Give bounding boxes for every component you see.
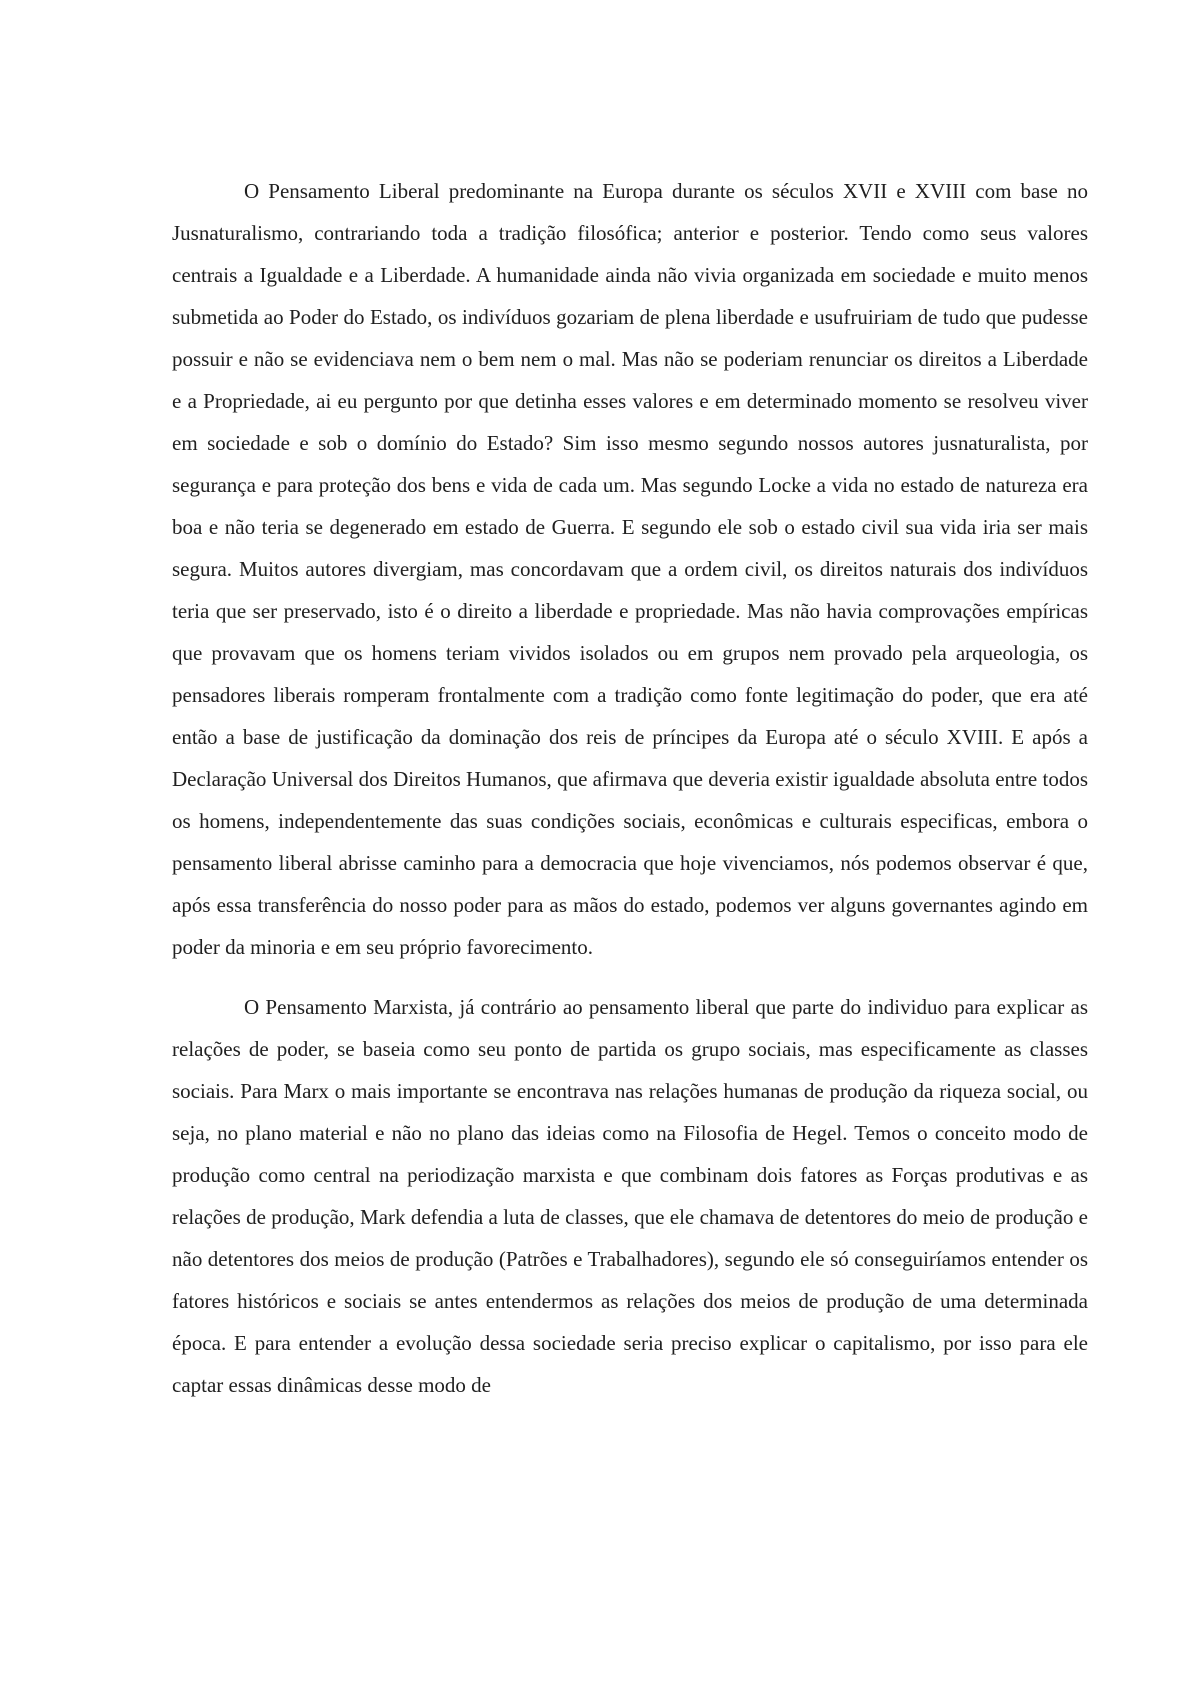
document-body bbox=[172, 170, 1088, 1406]
paragraph-marxist-thought: O Pensamento Marxista, já contrário ao pensamento liberal que parte do individuo para explicar as relações de poder, se baseia como seu ponto de partida os grupo sociais, mas especificamente as classes sociais. Para Marx o mais importante se encontrava nas relações humanas de produção da riqueza social, ou seja, no plano material e não no plano das ideias como na Filosofia de Hegel. Temos o conceito modo de produção como central na periodização marxista e que combinam dois fatores as Forças produtivas e as relações de produção, Mark defendia a luta de classes, que ele chamava de detentores do meio de produção e não detentores dos meios de produção (Patrões e Trabalhadores), segundo ele só conseguiríamos entender os fatores históricos e sociais se antes entendermos as relações dos meios de produção de uma determinada época. E para entender a evolução dessa sociedade seria preciso explicar o capitalismo, por isso para ele captar essas dinâmicas desse modo de bbox=[172, 995, 1088, 1397]
paragraph-liberal-thought: O Pensamento Liberal predominante na Europa durante os séculos XVII e XVIII com base no Jusnaturalismo, contrariando toda a tradição filosófica; anterior e posterior. Tendo como seus valores centrais a Igualdade e a Liberdade. A humanidade ainda não vivia organizada em sociedade e muito menos submetida ao Poder do Estado, os indivíduos gozariam de plena liberdade e usufruiriam de tudo que pudesse possuir e não se evidenciava nem o bem nem o mal. Mas não se poderiam renunciar os direitos a Liberdade e a Propriedade, ai eu pergunto por que detinha esses valores e em determinado momento se resolveu viver em sociedade e sob o domínio do Estado? Sim isso mesmo segundo nossos autores jusnaturalista, por segurança e para proteção dos bens e vida de cada um. Mas segundo Locke a vida no estado de natureza era boa e não teria se degenerado em estado de Guerra. E segundo ele sob o estado civil sua vida iria ser mais segura. Muitos autores divergiam, mas concordavam que a ordem civil, os direitos naturais dos indivíduos teria que ser preservado, isto é o direito a liberdade e propriedade. Mas não havia comprovações empíricas que provavam que os homens teriam vividos isolados ou em grupos nem provado pela arqueologia, os pensadores liberais romperam frontalmente com a tradição como fonte legitimação do poder, que era até então a base de justificação da dominação dos reis de príncipes da Europa até o século XVIII. E após a Declaração Universal dos Direitos Humanos, que afirmava que deveria existir igualdade absoluta entre todos os homens, independentemente das suas condições sociais, econômicas e culturais especificas, embora o pensamento liberal abrisse caminho para a democracia que hoje vivenciamos, nós podemos observar é que, após essa transferência do nosso poder para as mãos do estado, podemos ver alguns governantes agindo em poder da minoria e em seu próprio favorecimento. bbox=[172, 179, 1088, 959]
